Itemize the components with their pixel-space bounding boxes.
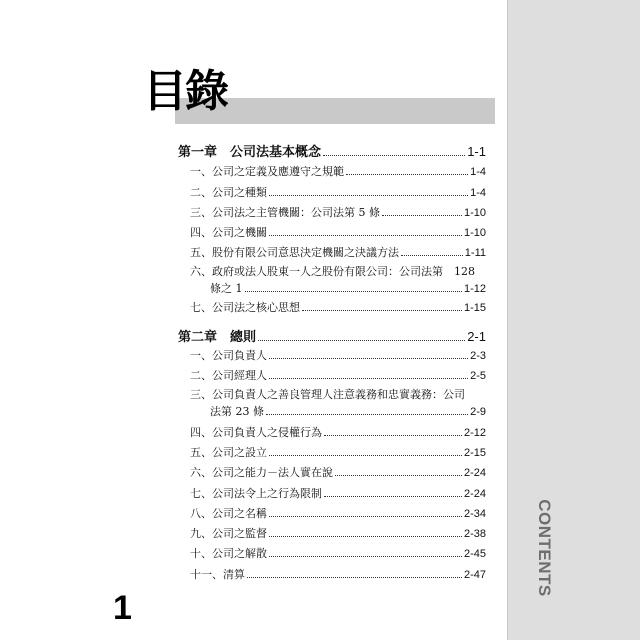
- toc-entry-continued[interactable]: [210, 403, 486, 419]
- toc-entry[interactable]: [190, 224, 486, 240]
- page-ref: 2-34: [463, 508, 486, 520]
- entry-label-cont: 法第 23 條: [210, 405, 264, 418]
- page-ref: 2-12: [463, 427, 486, 439]
- leader-dots: [258, 340, 465, 341]
- page-ref: 2-38: [463, 528, 486, 540]
- entry-label: 七、公司法令上之行為限制: [190, 487, 322, 500]
- entry-label: 五、公司之設立: [190, 446, 267, 459]
- page-ref: 2-1: [467, 329, 486, 344]
- page-ref: 2-15: [463, 447, 486, 459]
- leader-dots: [247, 577, 462, 578]
- chapter-2-entry[interactable]: [178, 326, 486, 345]
- toc-entry[interactable]: [190, 464, 486, 480]
- contents-text: CONTENTS: [535, 498, 554, 597]
- toc-entry[interactable]: [190, 367, 486, 383]
- page-ref: 1-1: [467, 144, 486, 159]
- entry-label: 三、公司法之主管機關：公司法第 5 條: [190, 206, 380, 219]
- leader-dots: [269, 195, 468, 196]
- leader-dots: [245, 291, 462, 292]
- toc-entry[interactable]: [190, 163, 486, 179]
- leader-dots: [269, 455, 462, 456]
- leader-dots: [269, 235, 462, 236]
- page-ref: 2-5: [470, 370, 486, 382]
- page-ref: 1-4: [470, 187, 486, 199]
- leader-dots: [335, 475, 462, 476]
- entry-label: 二、公司經理人: [190, 369, 267, 382]
- leader-dots: [324, 496, 462, 497]
- toc-entry[interactable]: [190, 347, 486, 363]
- chapter-heading: 第一章 公司法基本概念: [178, 145, 322, 160]
- page-number: 1: [113, 589, 132, 627]
- page-ref: 1-15: [463, 302, 486, 314]
- toc-entry[interactable]: [190, 299, 486, 315]
- leader-dots: [382, 215, 462, 216]
- entry-label: 十一、清算: [190, 568, 245, 581]
- page-ref: 1-10: [463, 227, 486, 239]
- page-ref: 2-45: [463, 548, 486, 560]
- page-ref: 2-3: [470, 350, 486, 362]
- entry-label: 十、公司之解散: [190, 547, 267, 560]
- page-title: 目錄: [143, 66, 227, 117]
- leader-dots: [266, 414, 468, 415]
- entry-label: 六、公司之能力－法人實在說: [190, 466, 333, 479]
- leader-dots: [269, 516, 462, 517]
- toc-entry-continued[interactable]: [210, 280, 486, 296]
- toc-entry[interactable]: [190, 444, 486, 460]
- leader-dots: [323, 155, 465, 156]
- page-ref: 2-24: [463, 488, 486, 500]
- page-ref: 1-10: [463, 207, 486, 219]
- page-ref: 2-47: [463, 569, 486, 581]
- page-ref: 2-9: [470, 406, 486, 418]
- page-ref: 1-11: [464, 247, 486, 259]
- entry-label: 一、公司負責人: [190, 349, 267, 362]
- toc-entry[interactable]: [190, 566, 486, 582]
- toc-entry[interactable]: [190, 204, 486, 220]
- entry-label: 九、公司之監督: [190, 527, 267, 540]
- toc-entry-first-line[interactable]: 六、政府或法人股東一人之股份有限公司：公司法第 128: [190, 265, 475, 278]
- entry-label-cont: 條之 1: [210, 282, 243, 295]
- entry-label: 一、公司之定義及應遵守之規範: [190, 165, 344, 178]
- leader-dots: [269, 536, 462, 537]
- entry-label: 五、股份有限公司意思決定機關之決議方法: [190, 246, 399, 259]
- leader-dots: [269, 358, 468, 359]
- toc-entry[interactable]: [190, 505, 486, 521]
- leader-dots: [269, 556, 462, 557]
- toc-entry-first-line[interactable]: 三、公司負責人之善良管理人注意義務和忠實義務：公司: [190, 388, 465, 401]
- leader-dots: [401, 255, 463, 256]
- toc-entry[interactable]: [190, 184, 486, 200]
- toc-entry[interactable]: [190, 525, 486, 541]
- page-ref: 2-24: [463, 467, 486, 479]
- leader-dots: [269, 378, 468, 379]
- leader-dots: [302, 310, 462, 311]
- toc-entry[interactable]: [190, 485, 486, 501]
- toc-entry[interactable]: [190, 424, 486, 440]
- chapter-1-entry[interactable]: [178, 141, 486, 160]
- entry-label: 四、公司負責人之侵權行為: [190, 426, 322, 439]
- entry-label: 八、公司之名稱: [190, 507, 267, 520]
- leader-dots: [324, 435, 462, 436]
- page-ref: 1-4: [470, 166, 486, 178]
- chapter-heading: 第二章 總則: [178, 330, 257, 345]
- entry-label: 四、公司之機關: [190, 226, 267, 239]
- entry-label: 七、公司法之核心思想: [190, 301, 300, 314]
- toc-entry[interactable]: [190, 545, 486, 561]
- entry-label: 二、公司之種類: [190, 186, 267, 199]
- toc-entry[interactable]: [190, 244, 486, 260]
- page-ref: 1-12: [463, 283, 486, 295]
- leader-dots: [346, 174, 468, 175]
